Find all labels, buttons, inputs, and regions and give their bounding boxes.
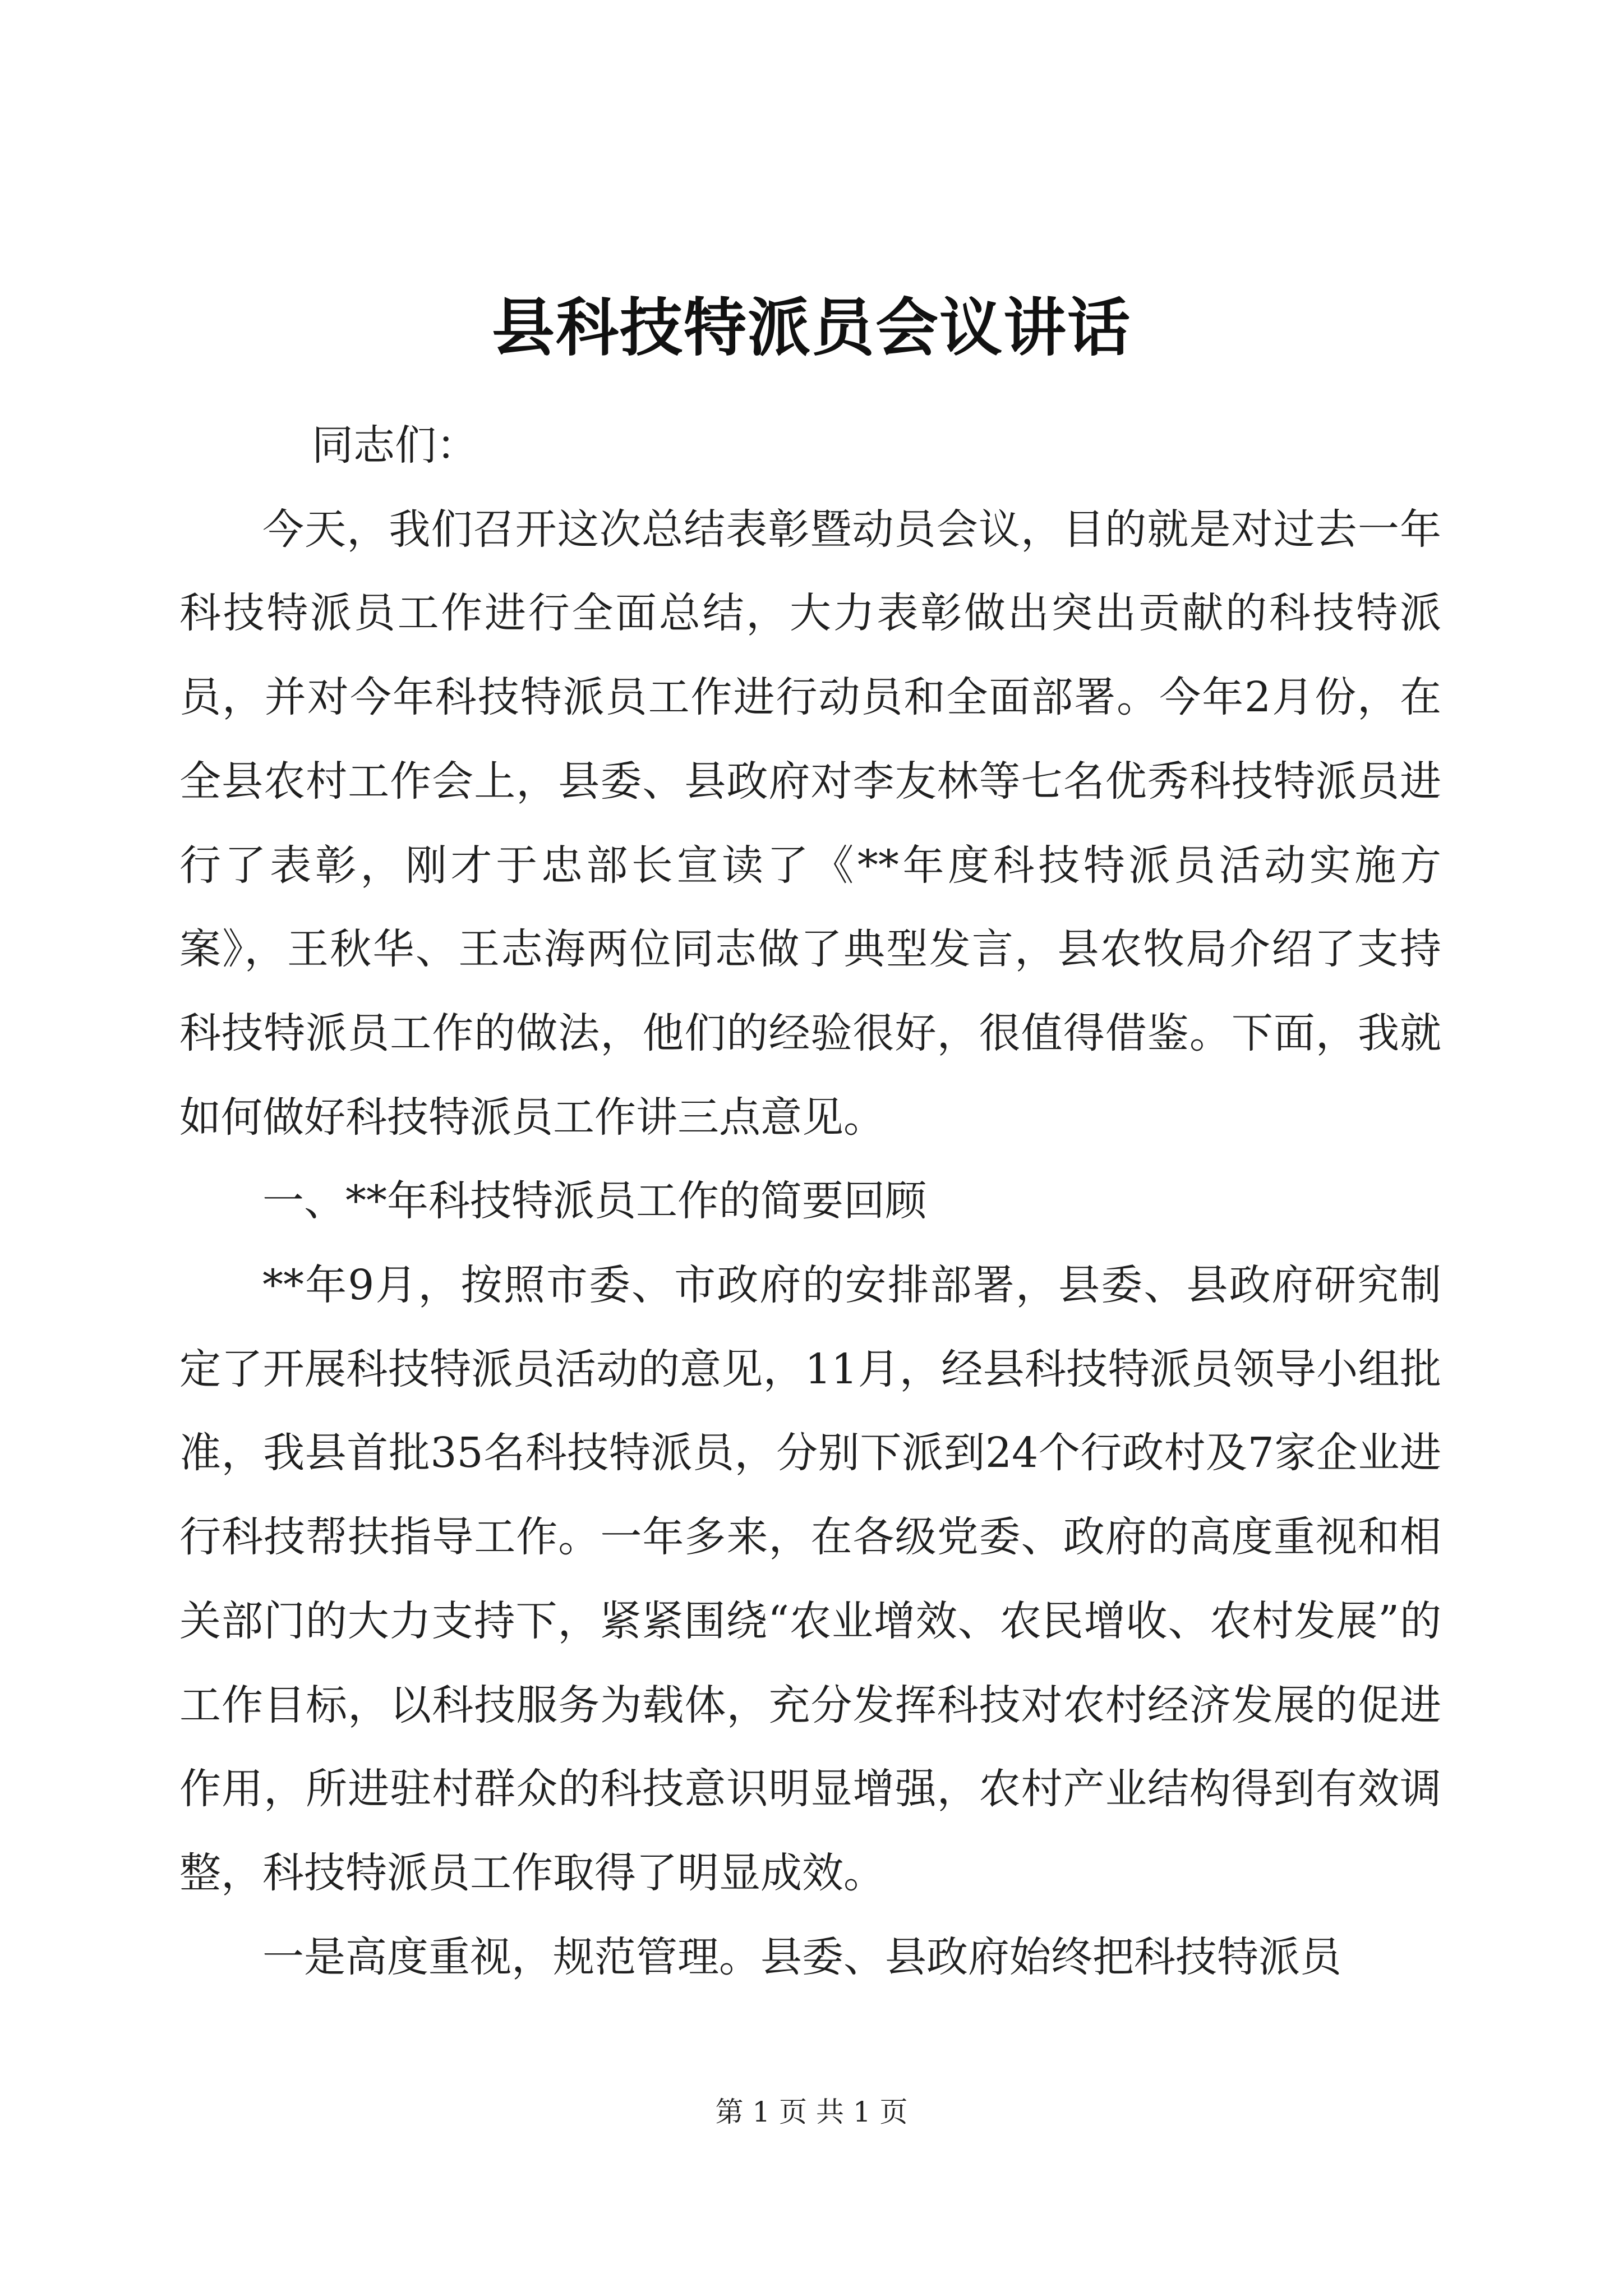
page-number-footer: 第 1 页 共 1 页 — [715, 2096, 908, 2128]
document-body — [179, 404, 1441, 1999]
section-heading-1: 一、**年科技特派员工作的简要回顾 — [262, 1177, 926, 1226]
salutation: 同志们： — [312, 421, 478, 470]
paragraph-review: **年9月，按照市委、市政府的安排部署，县委、县政府研究制定了开展科技特派员活动的意见，11月，经县科技特派员领导小组批准，我县首批35名科技特派员，分别下派到24个行政村及7家企业进行科技帮扶指导工作。一年多来，在各级党委、政府的高度重视和相关部门的大力支持下，紧紧围绕“农业增效、农民增收、农村发展”的工作目标，以科技服务为载体，充分发挥科技对农村经济发展的促进作用，所进驻村群众的科技意识明显增强，农村产业结构得到有效调整，科技特派员工作取得了明显成效。 — [179, 1261, 1441, 1897]
paragraph-intro: 今天，我们召开这次总结表彰暨动员会议，目的就是对过去一年科技特派员工作进行全面总结，大力表彰做出突出贡献的科技特派员，并对今年科技特派员工作进行动员和全面部署。今年2月份，在全县农村工作会上，县委、县政府对李友林等七名优秀科技特派员进行了表彰，刚才于忠部长宣读了《**年度科技特派员活动实施方案》，王秋华、王志海两位同志做了典型发言，县农牧局介绍了支持科技特派员工作的做法，他们的经验很好，很值得借鉴。下面，我就如何做好科技特派员工作讲三点意见。 — [179, 505, 1441, 1142]
paragraph-point-1: 一是高度重视，规范管理。县委、县政府始终把科技特派员 — [262, 1932, 1341, 1981]
document-title: 县科技特派员会议讲话 — [492, 291, 1131, 365]
